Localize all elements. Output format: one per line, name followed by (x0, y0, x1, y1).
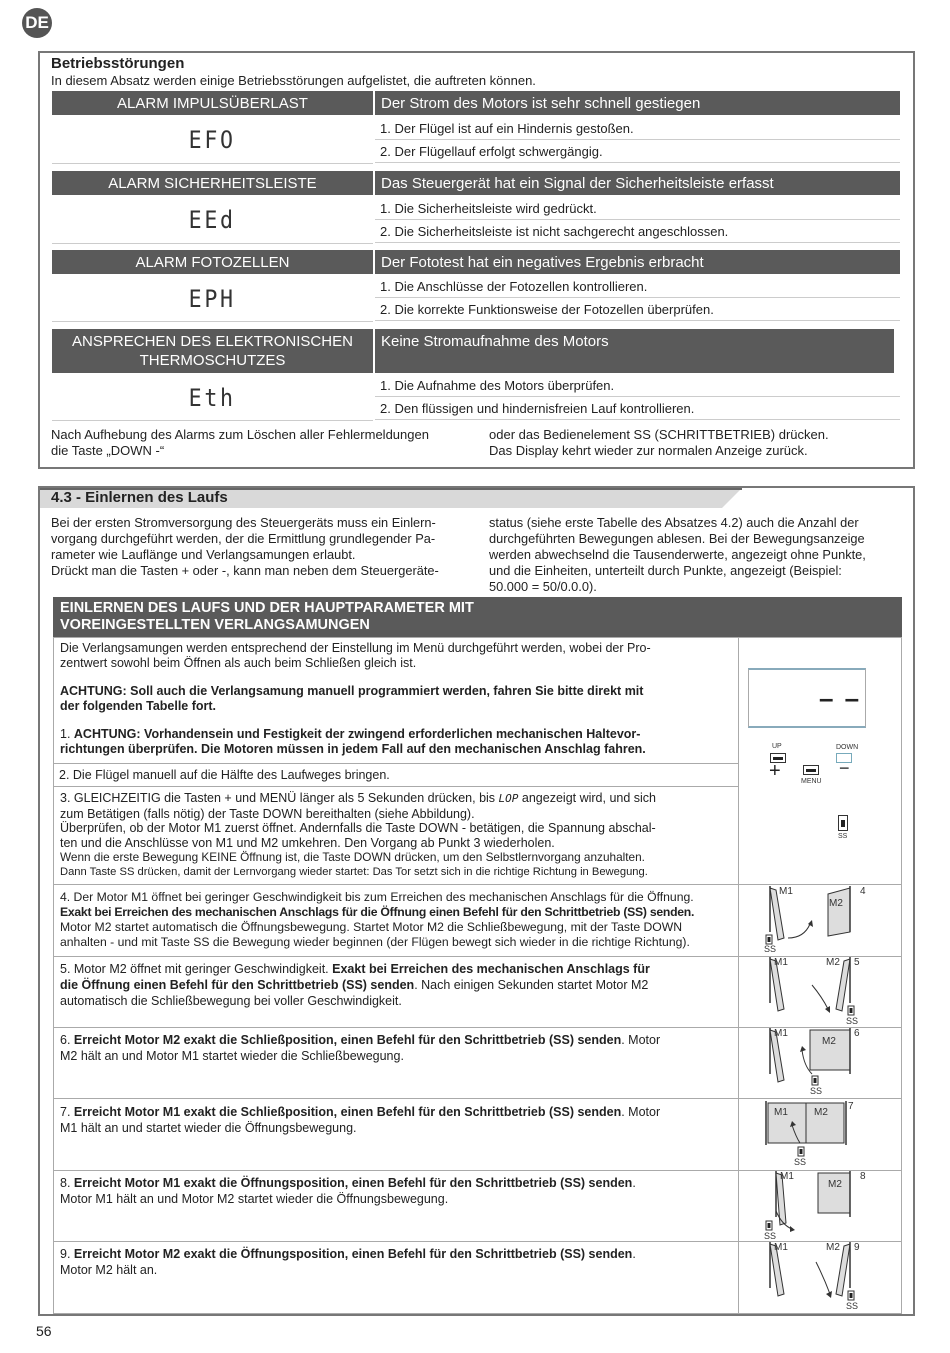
step-3-line-5: Wenn die erste Bewegung KEINE Öffnung ist, die Taste DOWN drücken, um den Selbstlernvorgang anzuhalten. (60, 850, 645, 865)
learn-step-4 (60, 890, 735, 950)
gate-9-m1: M1 (774, 1242, 788, 1253)
faults-footer-right-2: Das Display kehrt wieder zur normalen Anzeige zurück. (489, 443, 808, 458)
gate-figure-6 (762, 1028, 872, 1098)
sep-4 (53, 884, 902, 885)
gate-9-number: 9 (854, 1242, 860, 1253)
control-panel-figure (745, 665, 870, 845)
faults-footer-left-2: die Taste „DOWN -“ (51, 443, 165, 458)
step-8-line-1 (60, 1175, 735, 1191)
faults-footer-left-1: Nach Aufhebung des Alarms zum Löschen aller Fehlermeldungen (51, 427, 429, 442)
faults-footer-right-1: oder das Bedienelement SS (SCHRITTBETRIEB) drücken. (489, 427, 829, 442)
step-7-line-1 (60, 1104, 735, 1120)
learn-left-line-2: vorgang durchgeführt werden, der die Ermittlung grundlegender Pa- (51, 531, 436, 546)
step-3-code: LOP (498, 792, 519, 805)
alarm-1-code: EFO (188, 126, 237, 154)
step-8-line-2: Motor M1 hält an und Motor M2 startet wieder die Öffnungsbewegung. (60, 1192, 449, 1206)
learn-table-divider (738, 637, 739, 1314)
step-5-line-3: automatisch die Schließbewegung bei voller Geschwindigkeit. (60, 994, 402, 1008)
step-5-b1: Exakt bei Erreichen des mechanischen Anschlags für (332, 962, 650, 976)
step-5-c: . Nach einigen Sekunden startet Motor M2 (414, 978, 649, 992)
up-label: UP (772, 743, 782, 750)
step-3-line-2: zum Betätigen (falls nötig) der Taste DOWN bereithalten (siehe Abbildung). (60, 806, 475, 821)
gate-8-ss: SS (764, 1231, 777, 1241)
learn-intro-2: zentwert sowohl beim Öffnen als auch beim Schließen gleich ist. (60, 656, 417, 670)
learn-step-7 (60, 1104, 735, 1136)
learn-table-header (53, 597, 902, 637)
step-8-b: Erreicht Motor M1 exakt die Öffnungsposition, einen Befehl für den Schrittbetrieb (SS) senden (73, 1176, 633, 1190)
gate-8-m2: M2 (828, 1179, 842, 1190)
gate-6-m2: M2 (822, 1036, 836, 1047)
gate-figure-9 (762, 1242, 872, 1312)
learn-left-text (51, 515, 471, 579)
step-8-a: 8. (60, 1176, 74, 1190)
gate-5-m1: M1 (774, 957, 788, 968)
faults-footer-left (51, 427, 429, 459)
learn-right-text (489, 515, 903, 595)
menu-label: MENU (801, 778, 822, 785)
learn-table-title-1: EINLERNEN DES LAUFS UND DER HAUPTPARAMETER MIT (60, 600, 474, 616)
gate-figure-5 (762, 957, 872, 1027)
learn-warning-2: der folgenden Tabelle fort. (60, 699, 217, 713)
learn-warning-1: ACHTUNG: Soll auch die Verlangsamung manuell programmiert werden, fahren Sie bitte direkt mit (60, 684, 644, 698)
step-9-line-2: Motor M2 hält an. (60, 1263, 158, 1277)
gate-4-number: 4 (860, 886, 866, 897)
step-5-a: 5. Motor M2 öffnet mit geringer Geschwindigkeit. (60, 962, 333, 976)
learn-table-title-2: VOREINGESTELLTEN VERLANGSAMUNGEN (60, 617, 370, 633)
gate-9-ss: SS (846, 1301, 859, 1311)
alarm-1-name: ALARM IMPULSÜBERLAST (52, 91, 373, 115)
step-4-line-2: Exakt bei Erreichen des mechanischen Anschlags für die Öffnung einen Befehl für den Schrittbetrieb (SS) senden. (60, 905, 695, 919)
gate-7-m2: M2 (814, 1107, 828, 1118)
learn-step-2 (53, 763, 739, 787)
gate-figure-4 (762, 886, 872, 956)
gate-7-number: 7 (848, 1101, 854, 1112)
step-9-a: 9. (60, 1247, 74, 1261)
step-7-c: . Motor (621, 1105, 661, 1119)
gate-figure-7 (762, 1099, 872, 1169)
menu-button[interactable] (803, 765, 819, 775)
step-9-b: Erreicht Motor M2 exakt die Öffnungsposition, einen Befehl für den Schrittbetrieb (SS) senden (73, 1247, 633, 1261)
alarm-4-code: Eth (188, 383, 237, 412)
learn-section-title: 4.3 - Einlernen des Laufs (51, 489, 228, 506)
alarm-2-cause: Das Steuergerät hat ein Signal der Sicherheitsleiste erfasst (375, 171, 900, 195)
step-3-b: angezeigt wird, und sich (521, 791, 657, 805)
step-7-b: Erreicht Motor M1 exakt die Schließposition, einen Befehl für den Schrittbetrieb (SS) senden (73, 1105, 622, 1119)
display-readout: – – (819, 683, 862, 713)
step-6-b: Erreicht Motor M2 exakt die Schließposition, einen Befehl für den Schrittbetrieb (SS) senden (73, 1033, 622, 1047)
learn-step-9 (60, 1246, 735, 1278)
faults-footer-right (489, 427, 829, 459)
learn-step-1-line-1 (60, 727, 735, 742)
learn-intro-1: Die Verlangsamungen werden entsprechend der Einstellung im Menü durchgeführt werden, wobei der Pro- (60, 641, 651, 655)
learn-step-5 (60, 961, 735, 1009)
step-3-line-6: Dann Taste SS drücken, damit der Lernvorgang wieder startet: Das Tor setzt sich in die richtige Richtung in Bewegung. (60, 865, 648, 878)
learn-intro-cell (60, 641, 735, 757)
alarm-3-code-cell (52, 276, 373, 322)
gate-4-ss: SS (764, 944, 777, 954)
step-9-line-1 (60, 1246, 735, 1262)
alarm-1-item-2: 2. Der Flügellauf erfolgt schwergängig. (375, 140, 900, 163)
step-8-c: . (632, 1176, 636, 1190)
alarm-3-item-1: 1. Die Anschlüsse der Fotozellen kontrollieren. (375, 275, 900, 298)
gate-7-m1: M1 (774, 1107, 788, 1118)
step-6-line-1 (60, 1032, 735, 1048)
step-4-line-1: 4. Der Motor M1 öffnet bei geringer Geschwindigkeit bis zum Erreichen des mechanischen Anschlags für die Öffnung. (60, 890, 694, 904)
plus-sign: + (769, 760, 781, 782)
learn-right-line-4: und die Einheiten, unterteilt durch Punkte, angezeigt (Beispiel: (489, 563, 842, 578)
step-3-line-1 (60, 791, 735, 807)
alarm-1-code-cell (52, 117, 373, 164)
alarm-4-code-cell (52, 375, 373, 421)
step-4-line-3: Motor M2 startet automatisch die Öffnungsbewegung. Startet Motor M2 die Schließbewegung, mit der Taste DOWN (60, 920, 683, 934)
gate-8-number: 8 (860, 1171, 866, 1182)
alarm-1-cause: Der Strom des Motors ist sehr schnell gestiegen (375, 91, 900, 115)
gate-8-drawing (762, 1171, 872, 1241)
gate-7-ss: SS (794, 1157, 807, 1167)
gate-4-m1: M1 (779, 886, 793, 897)
gate-5-number: 5 (854, 957, 860, 968)
step-1-bold-1: ACHTUNG: Vorhandensein und Festigkeit der zwingend erforderlichen mechanischen Haltevor- (73, 727, 641, 741)
alarm-1-item-1: 1. Der Flügel ist auf ein Hindernis gestoßen. (375, 117, 900, 140)
step-3-a: 3. GLEICHZEITIG die Tasten + und MENÜ länger als 5 Sekunden drücken, bis (60, 791, 496, 805)
alarm-4-name-line-2: THERMOSCHUTZES (139, 352, 286, 369)
gate-6-number: 6 (854, 1028, 860, 1039)
faults-title: Betriebsstörungen (51, 55, 185, 72)
alarm-2-code: EEd (188, 206, 237, 234)
alarm-2-name: ALARM SICHERHEITSLEISTE (52, 171, 373, 195)
language-badge: DE (22, 8, 52, 38)
step-9-c: . (632, 1247, 636, 1261)
learn-step-6 (60, 1032, 735, 1064)
step-6-line-2: M2 hält an und Motor M1 startet wieder die Schließbewegung. (60, 1049, 404, 1063)
gate-5-m2: M2 (826, 957, 840, 968)
alarm-3-name: ALARM FOTOZELLEN (52, 250, 373, 274)
gate-figure-8 (762, 1171, 872, 1241)
down-label: DOWN (836, 744, 859, 751)
alarm-3-item-2: 2. Die korrekte Funktionsweise der Fotozellen überprüfen. (375, 298, 900, 321)
alarm-4-cause: Keine Stromaufnahme des Motors (375, 329, 894, 373)
gate-9-m2: M2 (826, 1242, 840, 1253)
learn-right-line-1: status (siehe erste Tabelle des Absatzes 4.2) auch die Anzahl der (489, 515, 859, 530)
step-3-line-3: Überprüfen, ob der Motor M1 zuerst öffnet. Andernfalls die Taste DOWN - betätigen, die Spannung abschal- (60, 821, 656, 836)
minus-sign: − (839, 758, 850, 778)
alarm-3-code: EPH (188, 284, 237, 313)
alarm-2-item-1: 1. Die Sicherheitsleiste wird gedrückt. (375, 197, 900, 220)
step-6-c: . Motor (621, 1033, 661, 1047)
learn-left-line-4: Drückt man die Tasten + oder -, kann man neben dem Steuergeräte- (51, 563, 439, 578)
step-3-line-4: ten und die Anschlüsse von M1 und M2 umkehren. Den Vorgang ab Punkt 3 wiederholen. (60, 835, 555, 850)
gate-6-ss: SS (810, 1086, 823, 1096)
step-6-a: 6. (60, 1033, 74, 1047)
learn-right-line-3: werden abwechselnd die Tausenderwerte, angezeigt ohne Punkte, (489, 547, 866, 562)
step-2-text: 2. Die Flügel manuell auf die Hälfte des Laufweges bringen. (59, 768, 390, 782)
learn-right-line-5: 50.000 = 50/0.0.0). (489, 579, 597, 594)
learn-left-line-1: Bei der ersten Stromversorgung des Steuergeräts muss ein Einlern- (51, 515, 436, 530)
step-5-line-1 (60, 961, 735, 977)
page-number: 56 (36, 1323, 52, 1339)
step-4-line-4: anhalten - und mit Taste SS die Bewegung wieder beginnen (der Flügen bewegt sich wieder in die richtige Richtung). (60, 935, 690, 949)
step-7-line-2: M1 hält an und startet wieder die Öffnungsbewegung. (60, 1121, 357, 1135)
step-1-number: 1. (60, 727, 74, 741)
alarm-4-item-2: 2. Den flüssigen und hindernisfreien Lauf kontrollieren. (375, 397, 900, 420)
learn-left-line-3: rameter wie Lauflänge und Verlangsamungen erlaubt. (51, 547, 356, 562)
learn-step-1-line-2: richtungen überprüfen. Die Motoren müssen in jedem Fall auf den mechanischen Anschlag fahren. (60, 742, 646, 756)
alarm-2-code-cell (52, 197, 373, 244)
ss-button[interactable] (838, 815, 848, 831)
alarm-3-cause: Der Fototest hat ein negatives Ergebnis erbracht (375, 250, 900, 274)
step-7-a: 7. (60, 1105, 74, 1119)
gate-6-m1: M1 (774, 1028, 788, 1039)
learn-step-8 (60, 1175, 735, 1207)
alarm-4-name-line-1: ANSPRECHEN DES ELEKTRONISCHEN (72, 333, 353, 350)
gate-4-m2: M2 (829, 898, 843, 909)
learn-step-3 (60, 791, 735, 880)
alarm-4-name (52, 329, 373, 373)
step-5-line-2 (60, 977, 735, 993)
gate-5-ss: SS (846, 1016, 859, 1026)
faults-intro: In diesem Absatz werden einige Betriebsstörungen aufgelistet, die auftreten können. (51, 73, 536, 88)
alarm-2-item-2: 2. Die Sicherheitsleiste ist nicht sachgerecht angeschlossen. (375, 220, 900, 243)
alarm-4-item-1: 1. Die Aufnahme des Motors überprüfen. (375, 374, 900, 397)
ss-label: SS (838, 833, 848, 840)
learn-right-line-2: durchgeführten Bewegungen ablesen. Bei der Bewegungsanzeige (489, 531, 865, 546)
gate-8-m1: M1 (780, 1171, 794, 1182)
step-5-b2: die Öffnung einen Befehl für den Schrittbetrieb (SS) senden (60, 978, 415, 992)
